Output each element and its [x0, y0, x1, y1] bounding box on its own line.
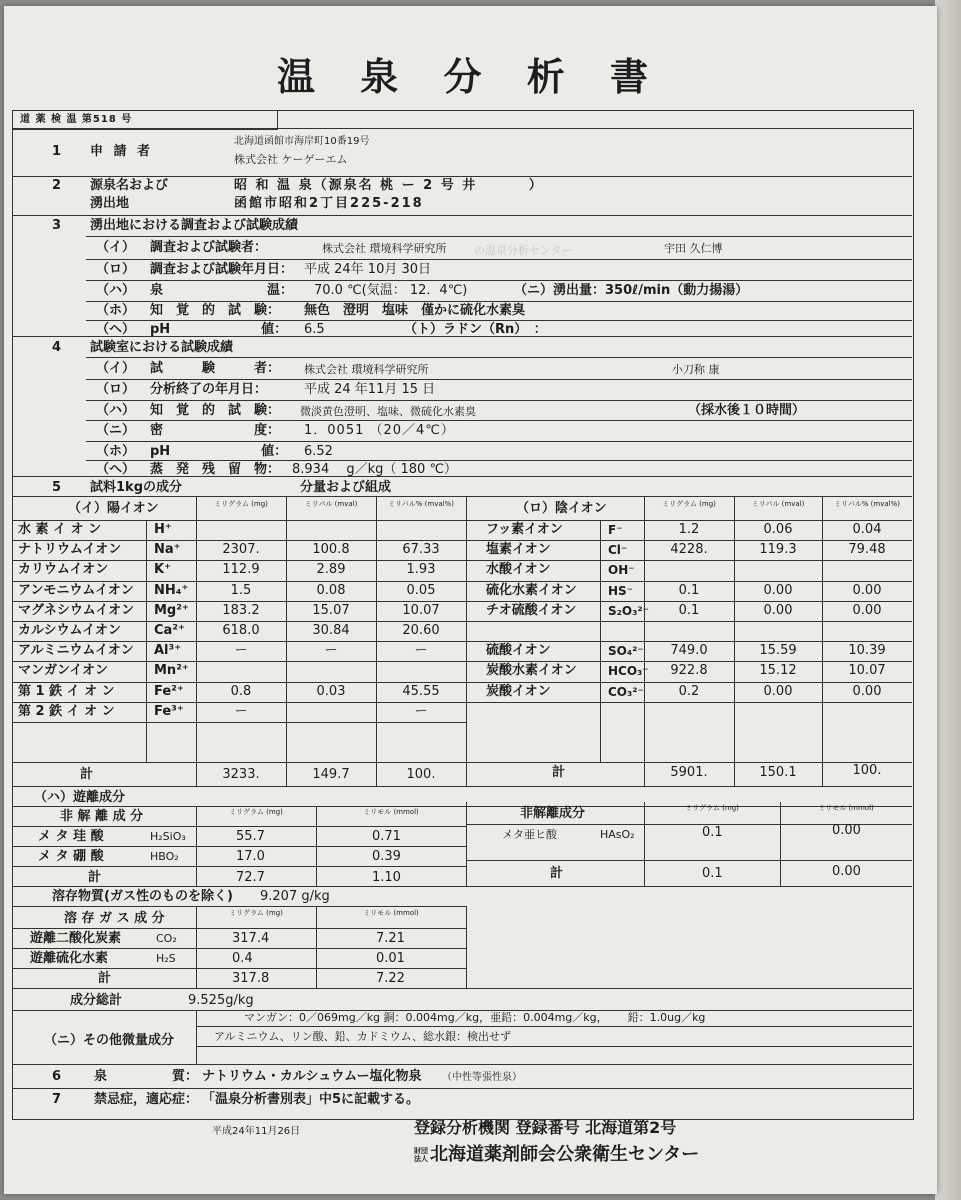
s5-number: 5 — [52, 480, 62, 495]
undiss-right-unit-mg: ミリグラム (mg) — [685, 804, 739, 812]
anion-mval: 15.12 — [759, 663, 797, 678]
anion-unit-mg: ミリグラム (mg) — [662, 500, 716, 508]
cation-total-mval: 149.7 — [312, 767, 350, 782]
doc-number: 道 薬 検 温 第518 号 — [20, 114, 133, 125]
s3-i-key: （イ） — [96, 240, 136, 255]
cation-symbol: Mn²⁺ — [154, 663, 189, 678]
analysis-document: 温 泉 分 析 書 道 薬 検 温 第518 号 1 申 請 者 北海道函館市海岸町10番19号 株式会社 ケーゲーエム 2 源泉名および 湧出地 昭 和 温 泉（源泉名 桃 ー 2 号 井 ） 函館市昭和2丁目225-218 3 湧出地における調査および試験成績 （イ） 調査および試験者： 株式会社 環境科学研究所 の温泉分析センター 宇田 久仁博 （ロ） 調査および試験年月日： 平成 24年 10月 30日 （ハ） 泉 温： 70.0 ℃(気温： 12．4℃) （ニ）湧出量：350ℓ/min（動力揚湯） （ホ） 知 覚 的 試 験： 無色 澄明 塩味 僅かに硫化水素臭 （ヘ） pH 値： 6.5 （ト）ラドン（Rn） ： 4 試験室における試験成績 （イ） 試 験 者： 株式会社 環境科学研究所 小刀称 康 （ロ） 分析終了の年月日： 平成 24 年11月 15 日 （ハ） 知 覚 的 試 験： 微淡黄色澄明、塩味、微硫化水素臭 （採水後１０時間） （ニ） 密 度： 1．0051 （20／4℃） （ホ） pH 値： 6.52 （ヘ） 蒸 発 残 留 物： 8.934 g／kg（ 180 ℃） 5 試料1kgの成分 分量および組成 （イ）陽イオン ミリグラム (mg) ミリバル (mval) ミリバル% (mval%) （ロ）陰イオン ミリグラム (mg) ミリバル (mval) ミリバル% (mval%) 水 素 イ オ ン H⁺ ナトリウムイオン Na⁺ 2307. 100.8 67.33 カリウムイオン K⁺ 112.9 2.89 1.93 アンモニウムイオン NH₄⁺ 1.5 0.08 0.05 マグネシウムイオン Mg²⁺ 183.2 15.07 10.07 カルシウムイオン Ca²⁺ 618.0 30.84 20.60 アルミニウムイオン Al³⁺ ー ー ー マンガンイオン Mn²⁺ 第 1 鉄 イ オ ン Fe²⁺ 0.8 0.03 45.55 第 2 鉄 イ オ ン Fe³⁺ ー ー フッ素イオン F⁻ 1.2 0.06 0.04 塩素イオン Cl⁻ 4228. 119.3 79.48 水酸イオン OH⁻ 硫化水素イオン HS⁻ 0.1 0.00 0.00 チオ硫酸イオン S₂O₃²⁻ 0.1 0.00 0.00 硫酸イオン SO₄²⁻ 749.0 15.59 10.39 炭酸水素イオン HCO₃⁻ 922.8 15.12 10.07 炭酸イオン CO₃²⁻ 0.2 0.00 0.00 計 3233. 149.7 100. 計 5901. 150.1 100. （ハ）遊離成分 非 解 離 成 分 ミリグラム (mg) ミリモル (mmol) 非解離成分 ミリグラム (mg) ミリモル (mmol) メ タ 珪 酸 H₂SiO₃ 55.7 0.71 メ タ 硼 酸 HBO₂ 17.0 0.39 計 72.7 1.10 メタ亜ヒ酸 HAsO₂ 0.1 0.00 計 0.1 0.00 溶存物質(ガス性のものを除く) 9.207 g/kg 溶 存 ガ ス 成 分 ミリグラム (mg) ミリモル (mmol) 遊離二酸化炭素 CO₂ 317.4 7.21 遊離硫化水素 H₂S 0.4 0.01 計 317.8 7.22 成分総計 9.525g/kg （ニ）その他微量成分 マンガン：0／069mg／kg 銅：0.004mg／kg，亜鉛：0.004mg／kg， 鉛：1.0ug／kg アルミニウム、リン酸、鉛、カドミウム、総水銀：検出せず 6 泉 質： ナトリウム・カルシュウムー塩化物泉 （中性等張性泉） 7 禁忌症，適応症： 「温泉分析書別表」中5に記載する。 平成24年11月26日 登録分析機関 登録番号 北海道第2号 財団法人 北海道薬剤師会公衆衛生センター — [4, 6, 937, 1194]
anion-pct: 0.00 — [852, 684, 882, 699]
s3-he-key: （ヘ） — [96, 322, 136, 337]
trace-line2: アルミニウム、リン酸、鉛、カドミウム、総水銀：検出せず — [214, 1030, 511, 1043]
trace-label: （ニ）その他微量成分 — [44, 1033, 175, 1048]
anion-mg: 0.2 — [678, 684, 700, 699]
s4-header: 試験室における試験成績 — [90, 340, 234, 355]
anion-mg: 0.1 — [678, 583, 700, 598]
s3-ro-date: 平成 24年 10月 30日 — [304, 262, 432, 277]
cation-name: ナトリウムイオン — [18, 542, 122, 557]
s4-number: 4 — [52, 340, 62, 355]
undiss-left-total-label: 計 — [88, 870, 102, 885]
cation-mval: ー — [324, 643, 338, 658]
undiss-mg: 17.0 — [236, 849, 265, 864]
s1-number: 1 — [52, 144, 62, 159]
cation-pct: 45.55 — [402, 684, 440, 699]
anion-pct: 79.48 — [848, 542, 886, 557]
s3-ph: 6.5 — [304, 322, 325, 337]
issuing-center: 北海道薬剤師会公衆衛生センター — [430, 1144, 700, 1165]
anion-mval: 15.59 — [759, 643, 797, 658]
spring-name: 昭 和 温 泉（源泉名 桃 ー 2 号 井 ） — [234, 178, 544, 193]
s3-ha-temp: 70.0 ℃(気温： 12．4℃) — [314, 283, 468, 298]
cation-pct: 0.05 — [406, 583, 436, 598]
cation-unit-mval: ミリバル (mval) — [304, 500, 358, 508]
anion-mval: 119.3 — [759, 542, 797, 557]
anion-mg: 0.1 — [678, 603, 700, 618]
registry: 登録分析機関 登録番号 北海道第2号 — [414, 1118, 677, 1137]
undiss-right-total-label: 計 — [550, 866, 564, 881]
s3-ni-flow: （ニ）湧出量：350ℓ/min（動力揚湯） — [514, 283, 749, 298]
anion-mval: 0.00 — [763, 583, 793, 598]
undiss-mg: 55.7 — [236, 829, 265, 844]
s3-ro-key: （ロ） — [96, 262, 136, 277]
anion-symbol: HS⁻ — [608, 584, 634, 598]
gas-total-mg: 317.8 — [232, 971, 270, 986]
anion-mg: 4228. — [670, 542, 708, 557]
anion-name: 硫酸イオン — [486, 643, 551, 658]
cation-mg: 618.0 — [222, 623, 260, 638]
gas-mg: 0.4 — [232, 951, 253, 966]
anion-symbol: OH⁻ — [608, 563, 635, 577]
cation-name: 水 素 イ オ ン — [18, 522, 102, 537]
anion-symbol: F⁻ — [608, 523, 623, 537]
cation-unit-pct: ミリバル% (mval%) — [388, 500, 454, 508]
cation-symbol: Al³⁺ — [154, 643, 182, 658]
gas-unit-mg: ミリグラム (mg) — [229, 909, 283, 917]
cation-name: 第 1 鉄 イ オ ン — [18, 684, 115, 699]
anion-name: 硫化水素イオン — [486, 583, 577, 598]
s3-i-person: 宇田 久仁博 — [664, 242, 723, 255]
cation-mg: 1.5 — [230, 583, 252, 598]
s3-header: 湧出地における調査および試験成績 — [90, 218, 299, 233]
anion-name: 炭酸水素イオン — [486, 663, 577, 678]
anion-total-mg: 5901. — [670, 765, 708, 780]
cation-symbol: Mg²⁺ — [154, 603, 189, 618]
s3-number: 3 — [52, 218, 62, 233]
gas-name: 遊離二酸化炭素 — [30, 931, 122, 946]
gas-total-label: 計 — [98, 971, 112, 986]
cation-total-mg: 3233. — [222, 767, 260, 782]
cation-mval: 2.89 — [316, 562, 346, 577]
applicant-address: 北海道函館市海岸町10番19号 — [234, 136, 370, 147]
dissolved-value: 9.207 g/kg — [260, 889, 330, 904]
cation-pct: 20.60 — [402, 623, 440, 638]
dissolved-label: 溶存物質(ガス性のものを除く) — [52, 889, 233, 904]
anion-mval: 0.06 — [763, 522, 793, 537]
s3-ho-key: （ホ） — [96, 303, 136, 318]
undiss-right-header: 非解離成分 — [520, 806, 586, 821]
cation-pct: ー — [414, 704, 428, 719]
spring-quality: ナトリウム・カルシュウムー塩化物泉 — [202, 1069, 422, 1084]
undiss-right-name: メタ亜ヒ酸 — [502, 828, 557, 841]
s4-ha-label: 知 覚 的 試 験： — [150, 403, 281, 418]
anion-mg: 922.8 — [670, 663, 708, 678]
cation-symbol: K⁺ — [154, 562, 171, 577]
anion-name: チオ硫酸イオン — [486, 603, 577, 618]
undiss-symbol: H₂SiO₃ — [150, 830, 186, 843]
s3-ho-label: 知 覚 的 試 験： — [150, 303, 281, 318]
cation-pct: 1.93 — [406, 562, 436, 577]
s4-ho-key: （ホ） — [96, 444, 136, 459]
undiss-mmol: 0.39 — [372, 849, 401, 864]
anion-pct: 10.07 — [848, 663, 886, 678]
cation-pct: 10.07 — [402, 603, 440, 618]
cation-name: マンガンイオン — [18, 663, 108, 678]
cation-mval: 15.07 — [312, 603, 350, 618]
cation-title: （イ）陽イオン — [68, 501, 159, 516]
s4-ha-note: （採水後１０時間） — [688, 403, 806, 418]
gas-unit-mmol: ミリモル (mmol) — [363, 909, 419, 917]
component-total-value: 9.525g/kg — [188, 993, 254, 1008]
cation-mg: ー — [234, 643, 248, 658]
issue-date: 平成24年11月26日 — [212, 1126, 301, 1137]
gas-name: 遊離硫化水素 — [30, 951, 109, 966]
s4-he-key: （ヘ） — [96, 462, 136, 477]
gas-symbol: CO₂ — [156, 932, 177, 945]
cation-symbol: Ca²⁺ — [154, 623, 185, 638]
s4-residue: 8.934 g／kg（ 180 ℃） — [292, 462, 458, 477]
cation-total-label: 計 — [80, 767, 94, 782]
s3-ho-value: 無色 澄明 塩味 僅かに硫化水素臭 — [304, 303, 526, 318]
cation-pct: 67.33 — [402, 542, 440, 557]
cation-name: カリウムイオン — [18, 562, 109, 577]
undiss-name: メ タ 硼 酸 — [38, 849, 104, 864]
undiss-left-total-mg: 72.7 — [236, 870, 265, 885]
undiss-left-unit-mg: ミリグラム (mg) — [229, 808, 283, 816]
anion-total-label: 計 — [552, 765, 566, 780]
free-components-title: （ハ）遊離成分 — [34, 790, 126, 805]
anion-pct: 0.00 — [852, 603, 882, 618]
s4-ho-label: pH 値： — [150, 444, 288, 459]
cation-mval: 0.03 — [316, 684, 346, 699]
undiss-right-sym: HAsO₂ — [600, 828, 635, 841]
anion-name: 水酸イオン — [486, 562, 551, 577]
s1-label: 申 請 者 — [90, 144, 154, 159]
gas-total-mmol: 7.22 — [376, 971, 405, 986]
anion-name: 塩素イオン — [486, 542, 551, 557]
s4-ro-key: （ロ） — [96, 382, 136, 397]
component-total-label: 成分総計 — [70, 993, 123, 1008]
cation-mg: 2307. — [222, 542, 260, 557]
s3-ro-label: 調査および試験年月日： — [150, 262, 294, 277]
trace-line1: マンガン：0／069mg／kg 銅：0.004mg／kg，亜鉛：0.004mg／kg， 鉛：1.0ug／kg — [244, 1011, 706, 1024]
anion-mg: 1.2 — [678, 522, 700, 537]
s2-label2: 湧出地 — [90, 196, 130, 211]
s5-subheader: 分量および組成 — [300, 480, 392, 495]
cation-mg: 183.2 — [222, 603, 260, 618]
cation-mval: 0.08 — [316, 583, 346, 598]
s5-header: 試料1kgの成分 — [90, 480, 182, 495]
gas-symbol: H₂S — [156, 952, 176, 965]
document-title: 温 泉 分 析 書 — [277, 55, 664, 99]
cation-symbol: NH₄⁺ — [154, 583, 189, 598]
corp-prefix: 財団法人 — [414, 1147, 428, 1163]
undiss-left-unit-mmol: ミリモル (mmol) — [363, 808, 419, 816]
s4-i-label: 試 験 者： — [150, 361, 281, 376]
s3-i-org: 株式会社 環境科学研究所 — [322, 242, 447, 255]
undiss-right-total-mmol: 0.00 — [832, 864, 861, 879]
undiss-right-mg: 0.1 — [702, 825, 723, 840]
spring-location: 函館市昭和2丁目225-218 — [234, 196, 424, 211]
s4-ha-value: 微淡黄色澄明、塩味、微硫化水素臭 — [300, 405, 476, 418]
anion-name: 炭酸イオン — [486, 684, 551, 699]
s3-i-label: 調査および試験者： — [150, 240, 268, 255]
cation-symbol: Na⁺ — [154, 542, 181, 557]
s4-density: 1．0051 （20／4℃） — [304, 423, 455, 438]
s4-ni-label: 密 度： — [150, 423, 281, 438]
s3-ha-label: 泉 温： — [150, 283, 294, 298]
cation-mg: 112.9 — [222, 562, 260, 577]
s2-number: 2 — [52, 178, 62, 193]
anion-symbol: CO₃²⁻ — [608, 685, 644, 699]
anion-unit-mval: ミリバル (mval) — [751, 500, 805, 508]
s7-number: 7 — [52, 1092, 62, 1107]
anion-symbol: Cl⁻ — [608, 543, 628, 557]
anion-total-mval: 150.1 — [759, 765, 797, 780]
s4-ro-label: 分析終了の年月日： — [150, 382, 268, 397]
gas-mmol: 7.21 — [376, 931, 405, 946]
cation-mval: 30.84 — [312, 623, 350, 638]
anion-name: フッ素イオン — [486, 522, 563, 537]
cation-mg: 0.8 — [230, 684, 252, 699]
gas-mmol: 0.01 — [376, 951, 405, 966]
undiss-symbol: HBO₂ — [150, 850, 179, 863]
s4-ph: 6.52 — [304, 444, 333, 459]
undiss-right-mmol: 0.00 — [832, 823, 861, 838]
s3-ha-key: （ハ） — [96, 283, 136, 298]
anion-mval: 0.00 — [763, 603, 793, 618]
cation-name: アルミニウムイオン — [18, 643, 134, 658]
s3-he-label: pH 値： — [150, 322, 288, 337]
cation-name: カルシウムイオン — [18, 623, 121, 638]
s4-ha-key: （ハ） — [96, 403, 136, 418]
spring-quality-note: （中性等張性泉） — [442, 1072, 522, 1083]
undiss-mmol: 0.71 — [372, 829, 401, 844]
applicant-company: 株式会社 ケーゲーエム — [234, 153, 348, 166]
cation-mval: 100.8 — [312, 542, 350, 557]
anion-symbol: SO₄²⁻ — [608, 644, 644, 658]
s4-i-key: （イ） — [96, 361, 136, 376]
indications: 「温泉分析書別表」中5に記載する。 — [202, 1092, 420, 1107]
undiss-left-header: 非 解 離 成 分 — [60, 809, 144, 824]
anion-pct: 0.00 — [852, 583, 882, 598]
cation-name: アンモニウムイオン — [18, 583, 134, 598]
gas-mg: 317.4 — [232, 931, 270, 946]
s3-radon: （ト）ラドン（Rn） ： — [404, 322, 547, 337]
cation-symbol: Fe²⁺ — [154, 684, 184, 699]
anion-mg: 749.0 — [670, 643, 708, 658]
undiss-right-total-mg: 0.1 — [702, 866, 723, 881]
cation-symbol: Fe³⁺ — [154, 704, 184, 719]
s4-ro-date: 平成 24 年11月 15 日 — [304, 382, 436, 397]
anion-pct: 10.39 — [848, 643, 886, 658]
s6-number: 6 — [52, 1069, 62, 1084]
s4-i-person: 小刀称 康 — [672, 363, 720, 376]
anion-total-pct: 100. — [852, 763, 882, 778]
wall-edge — [935, 0, 961, 1200]
anion-symbol: HCO₃⁻ — [608, 664, 649, 678]
s4-ni-key: （ニ） — [96, 423, 136, 438]
undiss-name: メ タ 珪 酸 — [38, 829, 104, 844]
cation-symbol: H⁺ — [154, 522, 172, 537]
s4-he-label: 蒸 発 残 留 物： — [150, 462, 281, 477]
undiss-left-total-mmol: 1.10 — [372, 870, 401, 885]
gas-header: 溶 存 ガ ス 成 分 — [64, 911, 165, 926]
undiss-right-unit-mmol: ミリモル (mmol) — [818, 804, 874, 812]
cation-name: 第 2 鉄 イ オ ン — [18, 704, 115, 719]
anion-title: （ロ）陰イオン — [516, 501, 607, 516]
cation-pct: ー — [414, 643, 428, 658]
anion-mval: 0.00 — [763, 684, 793, 699]
s4-i-org: 株式会社 環境科学研究所 — [304, 363, 429, 376]
cation-unit-mg: ミリグラム (mg) — [214, 500, 268, 508]
s7-label: 禁忌症，適応症： — [94, 1092, 199, 1107]
anion-unit-pct: ミリバル% (mval%) — [834, 500, 900, 508]
cation-mg: ー — [234, 704, 248, 719]
cation-name: マグネシウムイオン — [18, 603, 135, 618]
anion-symbol: S₂O₃²⁻ — [608, 604, 649, 618]
s2-label1: 源泉名および — [90, 178, 169, 193]
anion-pct: 0.04 — [852, 522, 882, 537]
cation-total-pct: 100. — [406, 767, 436, 782]
s6-label: 泉 質： — [94, 1069, 199, 1084]
